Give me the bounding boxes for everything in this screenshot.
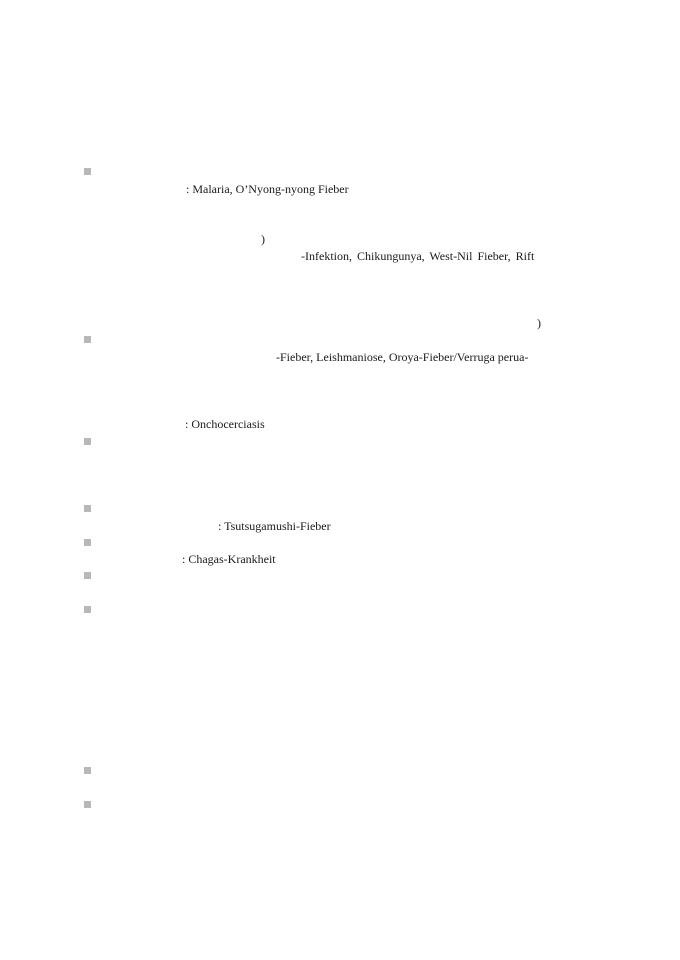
text-line-fieber: -Fieber, Leishmaniose, Oroya-Fieber/Verruga perua- xyxy=(276,350,529,364)
list-bullet xyxy=(84,336,91,343)
text-line-infektion: -Infektion, Chikungunya, West-Nil Fieber, Rift xyxy=(301,249,535,263)
list-bullet xyxy=(84,539,91,546)
list-bullet xyxy=(84,767,91,774)
list-bullet xyxy=(84,505,91,512)
text-line-paren: ) xyxy=(261,232,265,246)
text-line-paren: ) xyxy=(537,316,541,330)
list-bullet xyxy=(84,801,91,808)
text-line-tsutsugamushi: : Tsutsugamushi-Fieber xyxy=(218,519,331,533)
text-line-malaria: : Malaria, O’Nyong-nyong Fieber xyxy=(186,182,349,196)
text-line-onchocerciasis: : Onchocerciasis xyxy=(185,417,265,431)
list-bullet xyxy=(84,572,91,579)
text-line-chagas: : Chagas-Krankheit xyxy=(182,552,276,566)
list-bullet xyxy=(84,606,91,613)
list-bullet xyxy=(84,168,91,175)
list-bullet xyxy=(84,438,91,445)
